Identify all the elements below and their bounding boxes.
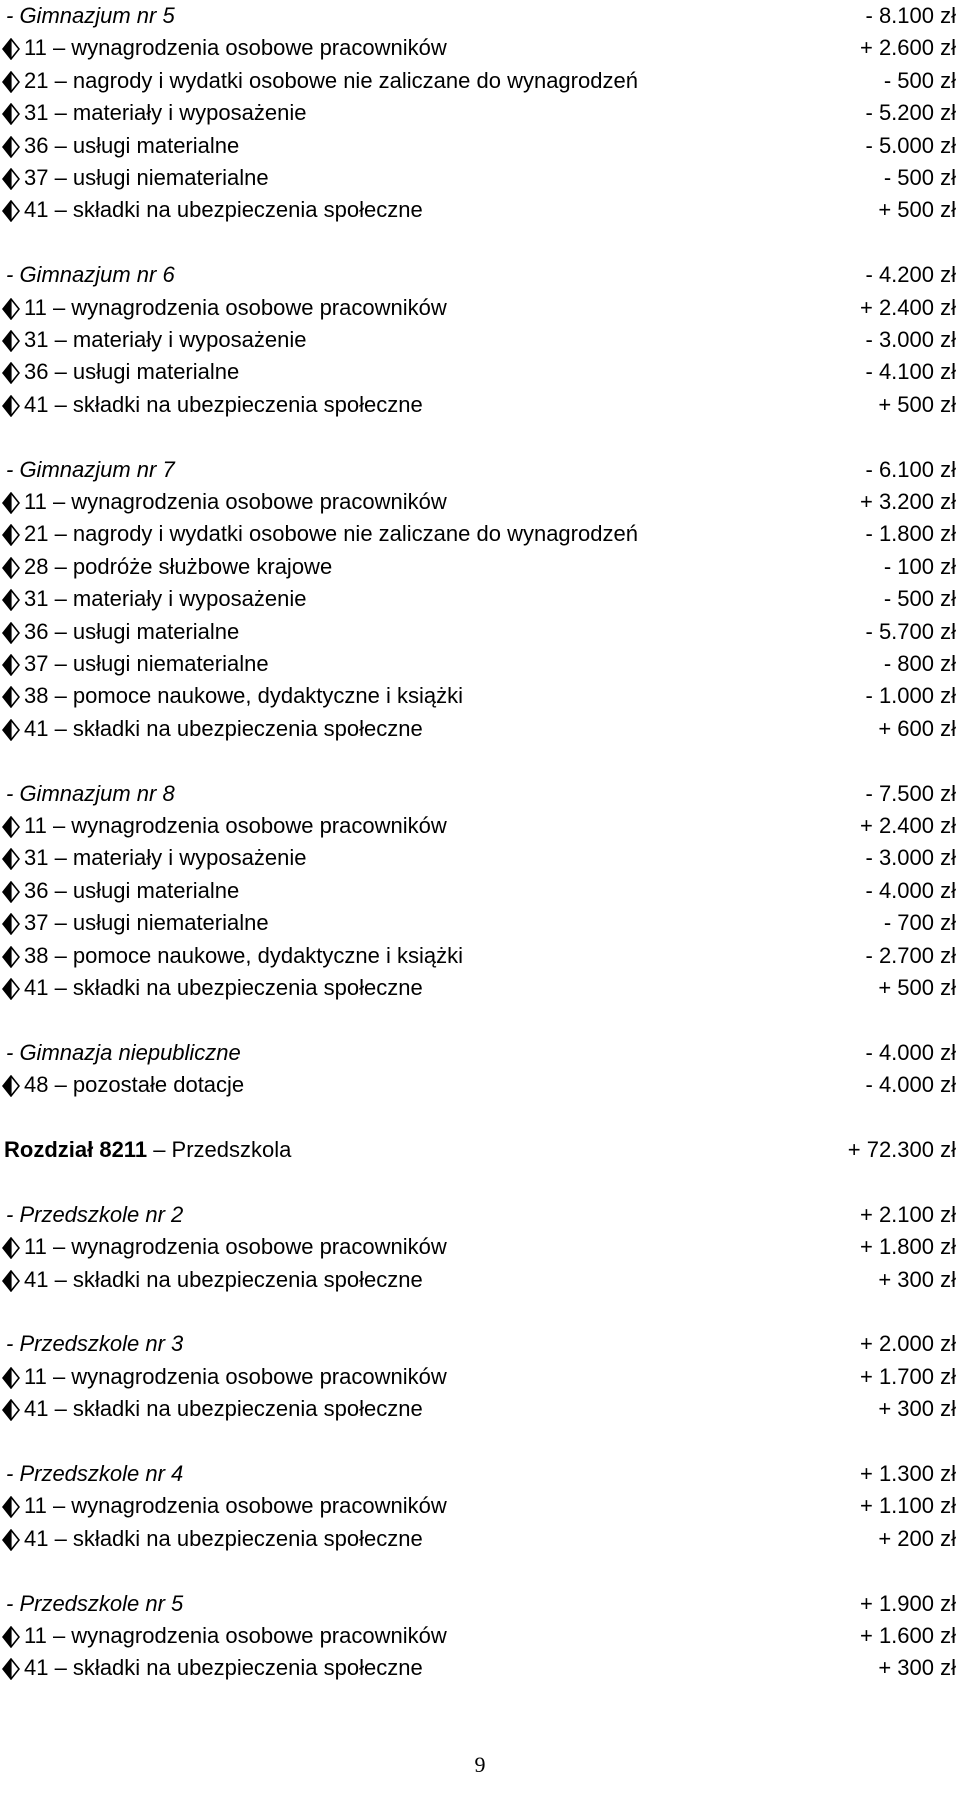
diamond-bullet-icon xyxy=(2,815,20,837)
item-amount: + 1.100 zł xyxy=(859,1493,956,1519)
item-label: 37 – usługi niematerialne xyxy=(24,651,269,676)
item-amount: - 800 zł xyxy=(883,651,956,676)
item-amount: - 500 zł xyxy=(883,586,956,612)
diamond-bullet-icon xyxy=(2,945,20,967)
item-label: 21 – nagrody i wydatki osobowe nie zaliczane do wynagrodzeń xyxy=(24,521,638,547)
budget-item-row xyxy=(0,324,960,356)
unit-name: - Przedszkole nr 3 xyxy=(6,1331,184,1357)
item-label: 36 – usługi materialne xyxy=(24,359,240,385)
item-amount: - 4.000 zł xyxy=(865,877,956,903)
item-amount: - 3.000 zł xyxy=(865,845,956,871)
item-label: 41 – składki na ubezpieczenia społeczne xyxy=(24,1655,423,1681)
item-label: 11 – wynagrodzenia osobowe pracowników xyxy=(24,1363,447,1389)
budget-item-row xyxy=(0,907,960,939)
budget-item-row xyxy=(0,389,960,421)
item-amount: - 1.000 zł xyxy=(865,683,956,709)
budget-item-row xyxy=(0,97,960,129)
item-label: 38 – pomoce naukowe, dydaktyczne i książki xyxy=(24,683,464,709)
chapter-number: Rozdział 8211 xyxy=(4,1137,148,1162)
item-amount: + 2.400 zł xyxy=(859,813,956,838)
unit-row xyxy=(0,1328,960,1360)
diamond-bullet-icon xyxy=(2,102,20,124)
unit-amount: + 1.900 zł xyxy=(859,1590,956,1616)
item-amount: + 2.600 zł xyxy=(859,35,956,61)
budget-item-row xyxy=(0,1264,960,1296)
diamond-bullet-icon xyxy=(2,167,20,189)
unit-name: - Gimnazja niepubliczne xyxy=(6,1039,241,1065)
budget-item-row xyxy=(0,1231,960,1263)
budget-item-row xyxy=(0,680,960,712)
budget-item-row xyxy=(0,292,960,324)
budget-item-row xyxy=(0,1393,960,1425)
diamond-bullet-icon xyxy=(2,977,20,999)
unit-amount: + 2.100 zł xyxy=(859,1201,956,1227)
budget-item-row xyxy=(0,810,960,842)
budget-item-row xyxy=(0,972,960,1004)
item-amount: + 300 zł xyxy=(878,1655,956,1681)
unit-row xyxy=(0,0,960,32)
item-label: 38 – pomoce naukowe, dydaktyczne i książki xyxy=(24,942,464,968)
chapter-name: – Przedszkola xyxy=(147,1137,292,1162)
budget-item-row xyxy=(0,1620,960,1652)
item-label: 36 – usługi materialne xyxy=(24,618,240,644)
diamond-bullet-icon xyxy=(2,37,20,59)
budget-item-row xyxy=(0,713,960,745)
unit-name: - Gimnazjum nr 5 xyxy=(6,3,175,28)
item-label: 41 – składki na ubezpieczenia społeczne xyxy=(24,975,423,1000)
diamond-bullet-icon xyxy=(2,1625,20,1647)
diamond-bullet-icon xyxy=(2,718,20,740)
item-label: 31 – materiały i wyposażenie xyxy=(24,327,307,352)
item-label: 48 – pozostałe dotacje xyxy=(24,1072,245,1098)
unit-amount: + 1.300 zł xyxy=(859,1461,956,1486)
diamond-bullet-icon xyxy=(2,394,20,416)
item-amount: + 300 zł xyxy=(878,1266,956,1292)
item-amount: + 1.600 zł xyxy=(859,1623,956,1648)
item-label: 36 – usługi materialne xyxy=(24,132,240,158)
item-label: 11 – wynagrodzenia osobowe pracowników xyxy=(24,294,447,320)
item-amount: + 500 zł xyxy=(878,391,956,417)
item-label: 11 – wynagrodzenia osobowe pracowników xyxy=(24,35,447,61)
diamond-bullet-icon xyxy=(2,1236,20,1258)
item-amount: - 4.000 zł xyxy=(865,1072,956,1098)
budget-item-row xyxy=(0,842,960,874)
budget-item-row xyxy=(0,1652,960,1684)
diamond-bullet-icon xyxy=(2,1398,20,1420)
item-label: 28 – podróże służbowe krajowe xyxy=(24,553,333,579)
item-label: 41 – składki na ubezpieczenia społeczne xyxy=(24,1266,423,1292)
budget-item-row xyxy=(0,940,960,972)
item-label: 11 – wynagrodzenia osobowe pracowników xyxy=(24,1493,447,1519)
unit-amount: + 2.000 zł xyxy=(859,1331,956,1357)
unit-row xyxy=(0,778,960,810)
budget-item-row xyxy=(0,518,960,550)
item-label: 21 – nagrody i wydatki osobowe nie zaliczane do wynagrodzeń xyxy=(24,67,638,93)
budget-item-row xyxy=(0,486,960,518)
page-number: 9 xyxy=(474,1752,486,1777)
diamond-bullet-icon xyxy=(2,1528,20,1550)
item-label: 41 – składki na ubezpieczenia społeczne xyxy=(24,1525,423,1551)
diamond-bullet-icon xyxy=(2,621,20,643)
unit-name: - Przedszkole nr 2 xyxy=(6,1201,184,1227)
unit-name: - Przedszkole nr 5 xyxy=(6,1590,184,1616)
unit-amount: - 4.200 zł xyxy=(865,262,956,288)
diamond-bullet-icon xyxy=(2,1657,20,1679)
item-amount: + 2.400 zł xyxy=(859,294,956,320)
diamond-bullet-icon xyxy=(2,70,20,92)
item-amount: - 5.000 zł xyxy=(865,132,956,158)
chapter-title xyxy=(4,1134,291,1166)
item-label: 37 – usługi niematerialne xyxy=(24,910,269,936)
budget-item-row xyxy=(0,551,960,583)
diamond-bullet-icon xyxy=(2,1269,20,1291)
unit-row xyxy=(0,259,960,291)
diamond-bullet-icon xyxy=(2,297,20,319)
item-amount: - 700 zł xyxy=(883,910,956,936)
budget-item-row xyxy=(0,875,960,907)
item-label: 41 – składki na ubezpieczenia społeczne xyxy=(24,1396,423,1422)
budget-item-row xyxy=(0,162,960,194)
item-amount: + 200 zł xyxy=(878,1525,956,1551)
unit-row xyxy=(0,1458,960,1490)
unit-row xyxy=(0,1199,960,1231)
item-label: 31 – materiały i wyposażenie xyxy=(24,100,307,126)
budget-item-row xyxy=(0,1069,960,1101)
item-amount: - 500 zł xyxy=(883,67,956,93)
item-amount: - 2.700 zł xyxy=(865,942,956,968)
item-label: 41 – składki na ubezpieczenia społeczne xyxy=(24,197,423,223)
unit-amount: - 6.100 zł xyxy=(865,456,956,482)
item-amount: + 300 zł xyxy=(878,1396,956,1422)
item-label: 11 – wynagrodzenia osobowe pracowników xyxy=(24,1234,447,1260)
item-amount: - 500 zł xyxy=(883,165,956,190)
diamond-bullet-icon xyxy=(2,556,20,578)
item-amount: + 500 zł xyxy=(878,197,956,223)
unit-amount: - 8.100 zł xyxy=(865,3,956,28)
item-amount: + 500 zł xyxy=(878,975,956,1000)
diamond-bullet-icon xyxy=(2,588,20,610)
diamond-bullet-icon xyxy=(2,135,20,157)
item-amount: - 5.700 zł xyxy=(865,618,956,644)
budget-item-row xyxy=(0,1490,960,1522)
item-label: 11 – wynagrodzenia osobowe pracowników xyxy=(24,1623,447,1648)
diamond-bullet-icon xyxy=(2,653,20,675)
budget-item-row xyxy=(0,616,960,648)
diamond-bullet-icon xyxy=(2,847,20,869)
item-label: 41 – składki na ubezpieczenia społeczne xyxy=(24,391,423,417)
item-amount: - 100 zł xyxy=(883,553,956,579)
budget-item-row xyxy=(0,32,960,64)
item-label: 41 – składki na ubezpieczenia społeczne xyxy=(24,715,423,741)
unit-amount: - 7.500 zł xyxy=(865,780,956,806)
budget-item-row xyxy=(0,583,960,615)
unit-name: - Gimnazjum nr 8 xyxy=(6,780,175,806)
diamond-bullet-icon xyxy=(2,361,20,383)
unit-name: - Gimnazjum nr 6 xyxy=(6,262,175,288)
diamond-bullet-icon xyxy=(2,880,20,902)
item-label: 31 – materiały i wyposażenie xyxy=(24,586,307,612)
item-label: 11 – wynagrodzenia osobowe pracowników xyxy=(24,489,447,514)
diamond-bullet-icon xyxy=(2,329,20,351)
unit-amount: - 4.000 zł xyxy=(865,1039,956,1065)
item-amount: + 1.800 zł xyxy=(859,1234,956,1260)
item-amount: + 3.200 zł xyxy=(859,489,956,514)
budget-item-row xyxy=(0,65,960,97)
budget-item-row xyxy=(0,1361,960,1393)
budget-item-row xyxy=(0,1523,960,1555)
item-label: 37 – usługi niematerialne xyxy=(24,165,269,190)
item-amount: + 1.700 zł xyxy=(859,1363,956,1389)
item-amount: - 3.000 zł xyxy=(865,327,956,352)
item-amount: - 4.100 zł xyxy=(865,359,956,385)
diamond-bullet-icon xyxy=(2,199,20,221)
unit-row xyxy=(0,454,960,486)
diamond-bullet-icon xyxy=(2,1495,20,1517)
unit-amount: + 72.300 zł xyxy=(847,1137,956,1162)
diamond-bullet-icon xyxy=(2,1366,20,1388)
budget-item-row xyxy=(0,648,960,680)
unit-name: - Przedszkole nr 4 xyxy=(6,1461,184,1486)
diamond-bullet-icon xyxy=(2,523,20,545)
diamond-bullet-icon xyxy=(2,912,20,934)
item-label: 31 – materiały i wyposażenie xyxy=(24,845,307,871)
budget-item-row xyxy=(0,194,960,226)
unit-name: - Gimnazjum nr 7 xyxy=(6,456,175,482)
unit-row xyxy=(0,1588,960,1620)
diamond-bullet-icon xyxy=(2,1074,20,1096)
chapter-row xyxy=(0,1134,960,1166)
item-amount: - 1.800 zł xyxy=(865,521,956,547)
budget-item-row xyxy=(0,130,960,162)
item-label: 36 – usługi materialne xyxy=(24,877,240,903)
item-amount: - 5.200 zł xyxy=(865,100,956,126)
item-label: 11 – wynagrodzenia osobowe pracowników xyxy=(24,813,447,838)
diamond-bullet-icon xyxy=(2,685,20,707)
budget-item-row xyxy=(0,356,960,388)
diamond-bullet-icon xyxy=(2,491,20,513)
unit-row xyxy=(0,1037,960,1069)
item-amount: + 600 zł xyxy=(878,715,956,741)
